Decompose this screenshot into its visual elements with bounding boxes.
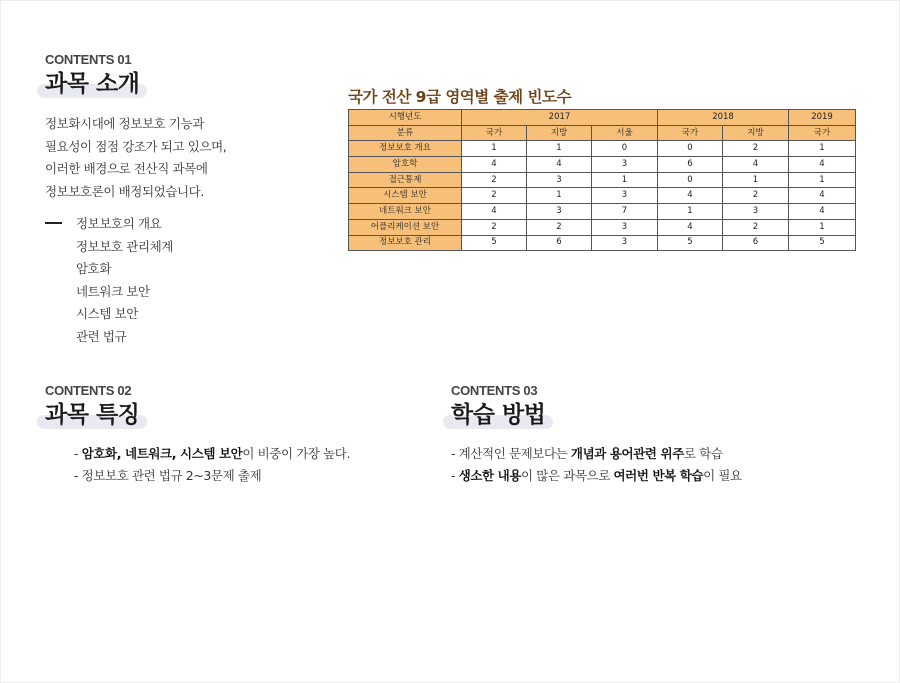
bullet-emphasis: 개념과 용어관련 위주 [570, 446, 684, 461]
row-header: 정보보호 개요 [349, 141, 462, 157]
method-item [451, 465, 742, 487]
table-cell: 6 [527, 235, 592, 251]
table-cell: 5 [658, 235, 723, 251]
intro-line: 정보화시대에 정보보호 기능과 [45, 116, 204, 131]
table-cell: 1 [592, 172, 658, 188]
section-features [45, 383, 350, 487]
topic-label: 정보보호 관리체계 [76, 238, 173, 254]
table-cell: 3 [592, 157, 658, 173]
column-header: 국가 [462, 125, 527, 141]
table-cell: 4 [789, 204, 856, 220]
table-cell: 2 [462, 188, 527, 204]
table-cell: 0 [592, 141, 658, 157]
table-cell: 2 [723, 219, 789, 235]
table-cell: 1 [789, 141, 856, 157]
bullet-text: 이 필요 [703, 468, 742, 483]
table-cell: 3 [592, 219, 658, 235]
table-cell: 1 [527, 188, 592, 204]
table-cell: 3 [527, 172, 592, 188]
section-eyebrow: CONTENTS 02 [45, 383, 132, 398]
bullet-text: 로 학습 [683, 446, 723, 461]
intro-line: 이러한 배경으로 전산직 과목에 [45, 161, 208, 176]
section-intro [45, 52, 226, 347]
topic-item [45, 257, 226, 280]
topic-item [45, 325, 226, 348]
table-cell: 3 [723, 204, 789, 220]
bullet-emphasis: 암호화, 네트워크, 시스템 보안 [81, 446, 243, 461]
table-cell: 6 [658, 157, 723, 173]
bullet-text: 이 비중이 가장 높다. [242, 446, 351, 461]
topic-item [45, 235, 226, 258]
table-cell: 2 [462, 172, 527, 188]
row-header: 네트워크 보안 [349, 204, 462, 220]
topic-list [45, 212, 226, 347]
topic-label: 암호화 [76, 261, 112, 277]
table-cell: 3 [592, 235, 658, 251]
section-title-wrap [45, 400, 139, 430]
table-cell: 5 [789, 235, 856, 251]
section-title: 학습 방법 [451, 402, 546, 428]
year-header: 2019 [789, 110, 856, 126]
topic-item [45, 302, 226, 325]
table-row [349, 188, 856, 204]
year-header: 2018 [658, 110, 789, 126]
table-row [349, 157, 856, 173]
table-category-row [349, 125, 856, 141]
feature-list [74, 443, 350, 487]
column-header: 국가 [789, 125, 856, 141]
table-cell: 4 [462, 204, 527, 220]
table-cell: 7 [592, 204, 658, 220]
method-item [451, 443, 742, 465]
topic-item [45, 280, 226, 303]
row-header: 정보보호 관리 [349, 235, 462, 251]
table-cell: 3 [527, 204, 592, 220]
table-cell: 1 [658, 204, 723, 220]
dash-marker [45, 222, 62, 224]
table-cell: 4 [658, 219, 723, 235]
section-eyebrow: CONTENTS 01 [45, 52, 132, 67]
table-cell: 1 [723, 172, 789, 188]
topic-item [45, 212, 226, 235]
table-cell: 0 [658, 141, 723, 157]
section-study-method [451, 383, 742, 487]
table-cell: 1 [789, 219, 856, 235]
section-title-wrap [45, 69, 139, 99]
intro-line: 정보보호론이 배정되었습니다. [45, 183, 204, 199]
section-title: 과목 특징 [45, 402, 140, 428]
year-header: 2017 [462, 110, 658, 126]
table-cell: 2 [723, 141, 789, 157]
table-cell: 4 [462, 157, 527, 173]
year-header-label: 시행년도 [349, 110, 462, 126]
table-row [349, 219, 856, 235]
table-cell: 2 [527, 219, 592, 235]
bullet-text: - 계산적인 문제보다는 [451, 446, 571, 461]
column-header: 지방 [527, 125, 592, 141]
intro-line: 필요성이 점점 강조가 되고 있으며, [45, 138, 227, 154]
table-row [349, 235, 856, 251]
feature-item: - 정보보호 관련 법규 2~3문제 출제 [74, 468, 262, 483]
frequency-table [348, 109, 856, 251]
column-header: 서울 [592, 125, 658, 141]
topic-label: 시스템 보안 [76, 306, 138, 322]
table-row [349, 141, 856, 157]
section-title: 과목 소개 [45, 71, 140, 97]
column-header: 지방 [723, 125, 789, 141]
topic-label: 관련 법규 [76, 328, 127, 344]
row-header: 접근통제 [349, 172, 462, 188]
table-cell: 1 [462, 141, 527, 157]
section-eyebrow: CONTENTS 03 [451, 383, 538, 398]
feature-item [74, 443, 350, 465]
table-cell: 4 [723, 157, 789, 173]
table-cell: 6 [723, 235, 789, 251]
table-cell: 0 [658, 172, 723, 188]
table-cell: 1 [789, 172, 856, 188]
bullet-emphasis: 여러번 반복 학습 [613, 468, 704, 483]
category-header-label: 분류 [349, 125, 462, 141]
table-cell: 4 [658, 188, 723, 204]
column-header: 국가 [658, 125, 723, 141]
table-cell: 5 [462, 235, 527, 251]
table-cell: 4 [789, 188, 856, 204]
table-cell: 4 [527, 157, 592, 173]
table-cell: 2 [723, 188, 789, 204]
section-title-wrap [451, 400, 545, 430]
table-year-row [349, 110, 856, 126]
row-header: 시스템 보안 [349, 188, 462, 204]
intro-paragraph [45, 113, 226, 203]
row-header: 어플리케이션 보안 [349, 219, 462, 235]
row-header: 암호학 [349, 157, 462, 173]
bullet-text: 이 많은 과목으로 [521, 468, 614, 483]
table-row [349, 204, 856, 220]
topic-label: 네트워크 보안 [76, 283, 150, 299]
method-list [451, 443, 742, 487]
table-cell: 1 [527, 141, 592, 157]
table-cell: 3 [592, 188, 658, 204]
table-row [349, 172, 856, 188]
table-cell: 4 [789, 157, 856, 173]
bullet-emphasis: 생소한 내용 [458, 468, 522, 483]
topic-label: 정보보호의 개요 [76, 216, 162, 232]
bullet-prefix: - [451, 468, 459, 483]
table-title: 국가 전산 9급 영역별 출제 빈도수 [348, 88, 571, 106]
table-cell: 2 [462, 219, 527, 235]
bullet-prefix: - [74, 446, 82, 461]
